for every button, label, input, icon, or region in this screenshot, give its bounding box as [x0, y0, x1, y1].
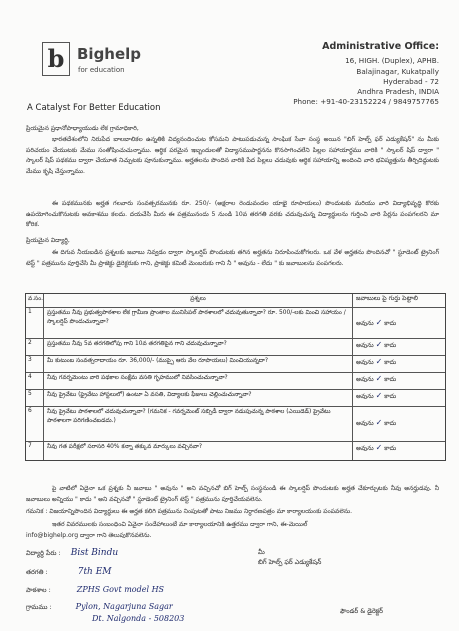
table-row: [26, 307, 445, 338]
class-field: [26, 567, 112, 578]
table-row: [26, 355, 445, 372]
office-title: Administrative Office:: [322, 41, 439, 52]
note-paragraph: గమనిక : విజయాన్నిపొందిన విద్యార్థులు ఈ అర్హత కలిగి పత్రమును నింపుటతో పాటు నిజము నిర్ధారణపత్రం మా కార్యాలయంకు పంపవలెను.: [26, 508, 353, 515]
row-sno: 2: [26, 339, 44, 355]
checkmark-icon: ✓: [375, 418, 383, 427]
row-sno: 4: [26, 373, 44, 389]
yes-option[interactable]: అవును: [356, 420, 374, 427]
checkmark-icon: ✓: [375, 357, 383, 366]
student-greeting: ప్రియమైన విద్యార్థి,: [26, 237, 70, 244]
brand-name: Bighelp: [77, 45, 142, 63]
table-row: [26, 338, 445, 355]
student-name-value[interactable]: Bist Bindu: [70, 548, 119, 558]
student-name-field: [26, 548, 118, 559]
sig-org: బిగ్ హెల్ప్ ఫర్ ఎడ్యుకేషన్: [258, 558, 322, 566]
village-label: గ్రామము :: [26, 603, 52, 611]
no-option[interactable]: కాదు: [384, 342, 397, 349]
table-row: [26, 406, 445, 441]
sig-to: మీ: [258, 548, 265, 556]
office-line: Hyderabad - 72: [383, 76, 439, 86]
checkmark-icon: ✓: [375, 374, 383, 383]
row-question: నీవు గత పరీక్షలో సరాసరి 40% కన్నా తక్కువ మార్కులు వచ్చినవా?: [44, 442, 353, 460]
village-value-2[interactable]: Dt. Nalgonda - 508203: [92, 614, 185, 623]
yes-option[interactable]: అవును: [356, 320, 374, 327]
row-answer: [353, 373, 445, 389]
contact-paragraph: ఇతర వివరములకు సంబంధించి ఏవైనా సందేహాలుంటే మా కార్యాలయానికి ఉత్తరము ద్వారా గాని, ఈ-మెయిల్: [52, 521, 308, 528]
header-question: ప్రశ్నలు: [44, 294, 353, 307]
bighelp-logo-icon: b: [42, 42, 70, 76]
checkmark-icon: ✓: [375, 391, 383, 400]
school-value[interactable]: ZPHS Govt model HS: [76, 585, 165, 594]
yes-option[interactable]: అవును: [356, 445, 374, 452]
intro-paragraph: భారతదేశంలోని నిరుపేద బాలబాలికల ఉన్నతికి విద్యనందించుట కోసమని పాటుపడుచున్న సాంఘిక సేవా సంస్థ అయిన "బిగ్ హెల్ప్ ఫర్ ఎడ్యుకేషన్" ను మీకు పరిచయం చేయుటకు మేము సంతోషించుచున్నాము. ఆర్థిక పరమైన ఇబ్బందులతో విద్యాసముపార్జనను కొనసాగించలేని పిల్లల సహాయార్థము వారికి " స్కాలర్ షిప్ ద్వారా " స్కాలర్ షిప్ పథకము ద్వారా చేయూత నిచ్చుటకు పూనుకున్నాము. అర్హతలను పొందిన వారికి పేద పిల్లలు చదువుకు ఆర్థిక సహాయాన్ని అందించి వారి భవిష్యత్తును తీర్చిదిద్దుటకు మేము కృషి చేస్తున్నాము.: [26, 136, 439, 175]
row-question: నీవు ప్రైవేటు (ఫ్రైవేటు హాస్టలులో) ఉంటూ ఏ వసతి, విద్యాలకు ఫీజులు చెల్లించుచున్నావా?: [44, 390, 353, 406]
yes-option[interactable]: అవును: [356, 359, 374, 366]
row-question: మీ కుటుంబ సంవత్సరాదాయం రూ. 36,000/- (ముప్పై ఆరు వేల రూపాయలు) మించియున్నదా?: [44, 356, 353, 372]
office-phone: Phone: +91-40-23152224 / 9849757765: [293, 97, 439, 107]
village-field-line2: [92, 614, 184, 623]
tagline: A Catalyst For Better Education: [27, 103, 161, 113]
sig-title: ఫౌండర్ & డైరెక్టర్: [340, 607, 383, 615]
table-row: [26, 389, 445, 406]
village-field: [26, 602, 173, 613]
checkmark-icon: ✓: [375, 340, 383, 349]
row-sno: 1: [26, 308, 44, 338]
checkmark-icon: ✓: [375, 318, 383, 327]
row-sno: 3: [26, 356, 44, 372]
email-line: info@bighelp.org ద్వారా గాని తెలుపుకొనవలెను.: [26, 532, 152, 539]
table-row: [26, 441, 445, 460]
header-sno: వ.సం.: [26, 294, 44, 307]
class-label: తరగతి :: [26, 568, 48, 576]
brand-subtitle: for education: [78, 66, 125, 74]
yes-option[interactable]: అవును: [356, 376, 374, 383]
scheme-paragraph: ఈ పథకమునకు అర్హత గలవారు సంవత్సరమునకు రూ. 250/- (అక్షరాల రెండువందల యాభై రూపాయలు) పొందుటకు మరియు వారి విద్యాభివృద్ధి కొరకు ఉపయోగించుకొనుటకు అవకాశము కలదు. దయచేసి మీరు ఈ పత్రమునందు 5 నుండి 10వ తరగతి వరకు చదువుచున్న విద్యార్థులను గుర్తించి వారి పేర్లను పంపగలరని మా కోరిక.: [26, 200, 439, 229]
salutation: ప్రియమైన ప్రధానోపాధ్యాయుడు లేక గ్రామాధికారి,: [26, 125, 139, 132]
no-option[interactable]: కాదు: [384, 376, 397, 383]
no-option[interactable]: కాదు: [384, 359, 397, 366]
row-question: ప్రస్తుతము నీవు ప్రభుత్వపాఠశాల లేక గ్రామీణ ప్రాంతాల మునిసిపల్ పాఠశాలలో చదువుతున్నావా? రూ. 500/-లకు మించి సహాయం / స్కాలర్షిప్ పొందుచున్నావా?: [44, 308, 353, 338]
result-paragraph: పై వాటిలో ఏదైనా ఒక ప్రశ్నకు నీ జవాబు " అవును " అని వచ్చినచో బిగ్ హెల్ప్ సంస్థనుండి ఈ స్కాలర్షిప్ పొందుటకు అర్హత చేకూర్చుటకు నీవు అనర్హుడవు. నీ జవాబులు అన్నియు " కాదు " అని వచ్చినచో " స్టూడెంట్ ట్రైనింగ్ టెస్ట్ " పత్రమును పూర్తిచేయవలెను.: [26, 485, 439, 503]
table-header-row: [26, 294, 445, 307]
office-address: [293, 42, 439, 108]
row-answer: [353, 308, 445, 338]
no-option[interactable]: కాదు: [384, 445, 397, 452]
office-line: Andhra Pradesh, INDIA: [357, 87, 439, 97]
village-value-1[interactable]: Pylon, Nagarjuna Sagar: [75, 602, 173, 611]
office-line: 16, HIGH. (Duplex), APHB.: [345, 56, 439, 66]
row-answer: [353, 356, 445, 372]
row-sno: 7: [26, 442, 44, 460]
instructions-paragraph: ఈ దిగువ నీయబడిన ప్రశ్నలకు జవాబు నివ్వడం ద్వారా స్కాలర్షిప్ పొందుటకు తగిన అర్హతను నిరూపించుకోగలరు. ఒక వేళ అర్హతను పొందినచో " స్టూడెంట్ ట్రైనింగ్ టెస్ట్ " పత్రమును పూర్తిచేసి మీ ప్రాజెక్టు డైరెక్టరుకు గాని, ప్రాజెక్టు కమిటీ మెంబరుకు గాని నీ " అవును - లేదు " కు జవాబులను పంపగలరు.: [26, 249, 439, 267]
yes-option[interactable]: అవును: [356, 393, 374, 400]
school-label: పాఠశాల :: [26, 586, 51, 594]
checkmark-icon: ✓: [375, 443, 383, 452]
row-answer: [353, 390, 445, 406]
row-answer: [353, 442, 445, 460]
no-option[interactable]: కాదు: [384, 320, 397, 327]
class-value[interactable]: 7th EM: [77, 567, 112, 577]
no-option[interactable]: కాదు: [384, 420, 397, 427]
eligibility-table: [25, 293, 446, 461]
row-question: ప్రస్తుతము నీవు 5వ తరగతిలోపు గాని 10వ తరగతిపైన గాని చదువుచున్నావా?: [44, 339, 353, 355]
row-answer: [353, 339, 445, 355]
row-question: నీవు ప్రైవేటు పాఠశాలలో చదువుచున్నావా? (గమనిక - గవర్నమెంట్ సబ్సిడీ ద్వారా నడుపుచున్న పాఠశాల (ఎయిడెడ్) ప్రైవేటు పాఠశాలగా పరిగణించబడదు.): [44, 407, 353, 441]
row-question: నీవు గవర్నమెంటు వారి పథకాల సంక్షేమ వసతి గృహములో నివసించుచున్నావా?: [44, 373, 353, 389]
row-answer: [353, 407, 445, 441]
yes-option[interactable]: అవును: [356, 342, 374, 349]
row-sno: 6: [26, 407, 44, 441]
school-field: [26, 585, 164, 596]
no-option[interactable]: కాదు: [384, 393, 397, 400]
student-name-label: విద్యార్థి పేరు :: [26, 549, 61, 557]
office-line: Balajinagar, Kukatpally: [356, 66, 439, 76]
header-answer: జవాబులు పై గుర్తు పెట్టాలి: [356, 295, 418, 302]
table-row: [26, 372, 445, 389]
row-sno: 5: [26, 390, 44, 406]
